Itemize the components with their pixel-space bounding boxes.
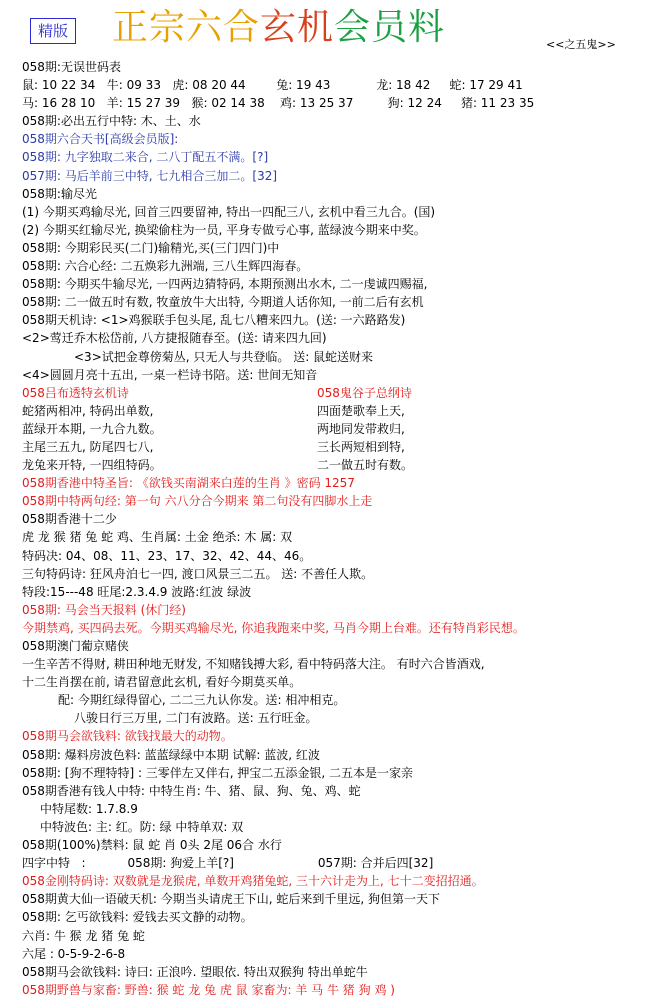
text-line: <2>莺迁乔木松岱前, 八方捷报随春至。(送: 请来四九回) [22, 331, 327, 346]
text-line: 058期香港有钱人中特: 中特生肖: 牛、猪、鼠、狗、兔、鸡、蛇 [22, 783, 361, 798]
text-line: 058期: 乞丐欲钱料: 爱钱去买文静的动物。 [22, 910, 253, 925]
title-part-3: 会员料 [334, 7, 446, 48]
left-column-text: 058吕布透特玄机诗 [22, 385, 129, 400]
text-line: 058期香港中特圣旨: 《欲钱买南湖来白莲的生肖 》密码 1257 [22, 476, 355, 491]
text-line: 057期: 马后羊前三中特, 七九相合三加二。[32] [22, 168, 278, 183]
text-line: 058期: 今期彩民买(二门)输精光,买(三门四门)中 [22, 240, 280, 255]
text-line: 058期: 马会当天报料 (休门经) [22, 602, 186, 617]
text-line: 058期黄大仙一语破天机: 今期当头请虎王下山, 蛇后来到千里远, 狗但第一天下 [22, 892, 441, 907]
text-line: 058期中特两句经: 第一句 六八分合今期来 第二句没有四脚水上走 [22, 494, 373, 509]
text-line: (1) 今期买鸡输尽光, 回首三四要留神, 特出一四配三八, 玄机中看三九合。(国) [22, 204, 436, 219]
edition-badge: 精版 [30, 18, 76, 44]
text-line: 十二生肖摆在前, 请君留意此玄机, 看好今期莫买单。 [22, 675, 302, 690]
text-line: 中特波色: 主: 红。防: 绿 中特单双: 双 [40, 819, 244, 834]
text-line: 特码决: 04、08、11、23、17、32、42、44、46。 [22, 548, 312, 563]
text-line: 八骏日行三万里, 二门有波路。送: 五行旺金。 [74, 711, 318, 726]
text-line: 058期:输尽光 [22, 186, 97, 201]
text-line: 鼠: 10 22 34 牛: 09 33 虎: 08 20 44 兔: 19 43 龙: 18 42 蛇: 17 29 41 [22, 78, 523, 93]
text-line: 058期(100%)禁料: 鼠 蛇 肖 0头 2尾 06合 水行 [22, 838, 282, 853]
left-column-text: 龙兔来开特, 一四组特码。 [22, 458, 162, 473]
text-line: 058期: [狗不理特特] : 三零伴左又伴右, 押宝二五添金银, 二五本是一家亲 [22, 765, 414, 780]
two-column-line [22, 438, 652, 456]
title-part-2: 玄机 [260, 7, 335, 48]
text-line: 特段:15---48 旺尾:2.3.4.9 波路:红波 绿波 [22, 584, 252, 599]
text-line: 058期香港十二少 [22, 512, 117, 527]
text-line: 三句特码诗: 狂风舟泊七一四, 渡口风景三二五。 送: 不善任人欺。 [22, 566, 374, 581]
text-line: 马: 16 28 10 羊: 15 27 39 猴: 02 14 38 鸡: 13 25 37 狗: 12 24 猪: 11 23 35 [22, 96, 535, 111]
text-line: 058期: 二一做五时有数, 牧童放牛大出特, 今期道人话你知, 一前二后有玄机 [22, 295, 424, 310]
text-line: 058期马会欲钱料: 诗曰: 正浪吟. 望眼依. 特出双猴狗 特出单蛇牛 [22, 964, 368, 979]
text-line: 058期:无误世码表 [22, 60, 121, 74]
text-line: 六尾 : 0-5-9-2-6-8 [22, 946, 126, 961]
left-column-text: 蛇猪两相冲, 特码出单数, [22, 403, 154, 418]
two-column-line [22, 384, 652, 402]
title-part-1: 正宗六合 [112, 7, 261, 48]
text-line: 六肖: 牛 猴 龙 猪 兔 蛇 [22, 928, 145, 943]
text-line: 一生辛苦不得财, 耕田种地无财发, 不知赌钱搏大彩, 看中特码落大注。 有时六合皆酒戏, [22, 657, 485, 672]
text-line: 058期马会欲钱料: 欲钱找最大的动物。 [22, 729, 233, 744]
text-line: 058期天机诗: <1>鸡猴联手包头尾, 乱七八糟来四九。(送: 一六路路发) [22, 313, 406, 328]
text-line: (2) 今期买红输尽光, 换梁偷柱为一员, 平身专做亏心事, 蓝绿波今期来中奖。 [22, 222, 426, 237]
text-line: 今期禁鸡, 买四码去死。今期买鸡输尽光, 你追我跑来中奖, 马肖今期上台难。还有特肖彩民想。 [22, 620, 525, 635]
right-column-text: 三长两短相到特, [317, 439, 405, 454]
text-line: 058期:必出五行中特: 木、土、水 [22, 114, 201, 129]
right-column-text: 两地同发带救归, [317, 421, 405, 436]
left-column-text: 主尾三五九, 防尾四七八, [22, 439, 154, 454]
text-line: 058期: 九字独取二来合, 二八丁配五不满。[?] [22, 150, 269, 165]
two-column-line [22, 420, 652, 438]
text-line: 058金刚特码诗: 双数就是龙猴虎, 单数开鸡猪兔蛇, 三十六计走为上, 七十二变招招通。 [22, 874, 484, 889]
right-column-text: 058鬼谷子总纲诗 [317, 385, 412, 400]
text-line: <4>圆圆月亮十五出, 一桌一栏诗书陪。送: 世间无知音 [22, 367, 318, 382]
two-column-line [22, 402, 652, 420]
text-line: 四字中特 : 058期: 狗爱上羊[?] 057期: 合并后四[32] [22, 856, 434, 871]
content-body [22, 58, 652, 999]
page-header [0, 0, 667, 58]
text-line: 配: 今期红绿得留心, 二二三九认你发。送: 相冲相克。 [58, 693, 346, 708]
page-title [112, 6, 445, 50]
text-line: 058期: 六合心经: 二五焕彩九洲端, 三八生辉四海春。 [22, 259, 309, 274]
text-line: 058期六合天书[高级会员版]: [22, 132, 179, 147]
text-line: 058期: 今期买牛输尽光, 一四两边猜特码, 本期预测出水木, 二一虔诚四赐福, [22, 277, 428, 292]
text-line: <3>试把金尊傍菊丛, 只无人与共登临。 送: 鼠蛇送财来 [74, 349, 374, 364]
title-suffix: <<之五鬼>> [546, 38, 616, 51]
right-column-text: 二一做五时有数。 [317, 458, 414, 473]
text-line: 058期: 爆料房波色料: 蓝蓝绿绿中本期 试解: 蓝波, 红波 [22, 747, 320, 762]
text-line: 虎 龙 猴 猪 兔 蛇 鸡、生肖属: 土金 绝杀: 木 属: 双 [22, 530, 293, 545]
right-column-text: 四面楚歌奉上天, [317, 403, 405, 418]
text-line: 058期澳门葡京赌侠 [22, 639, 129, 653]
two-column-line [22, 456, 652, 474]
text-line: 058期野兽与家畜: 野兽: 猴 蛇 龙 兔 虎 鼠 家畜为: 羊 马 牛 猪 狗 鸡 ) [22, 982, 395, 997]
text-line: 中特尾数: 1.7.8.9 [40, 801, 138, 816]
left-column-text: 蓝绿开本期, 一九合九数。 [22, 421, 162, 436]
